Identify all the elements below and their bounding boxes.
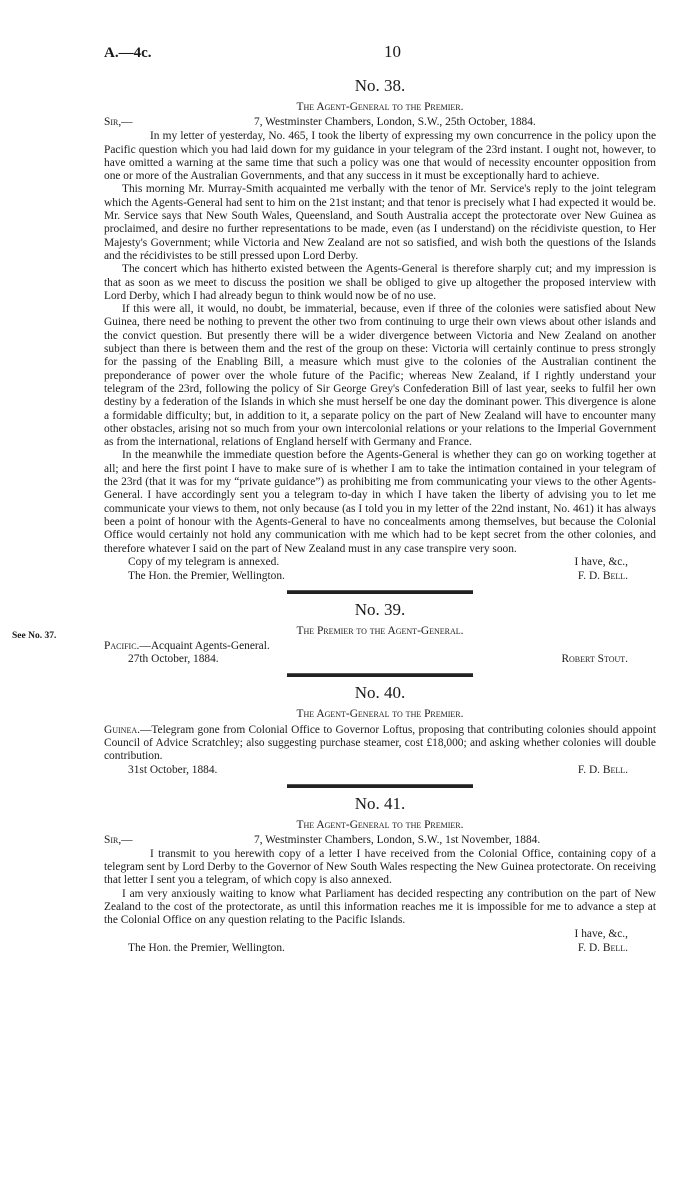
letter-number: No. 38. xyxy=(354,76,406,95)
letter-heading: The Premier to the Agent-General. xyxy=(296,624,464,637)
section-divider xyxy=(287,590,473,594)
telegram-date: 27th October, 1884. xyxy=(128,653,219,666)
closing-formula: I have, &c., xyxy=(574,927,628,940)
telegram-subject: Pacific. xyxy=(104,640,140,653)
margin-note: See No. 37. xyxy=(12,631,57,641)
salutation-line xyxy=(104,834,656,848)
letter-38 xyxy=(104,76,656,956)
closing-line xyxy=(104,653,656,667)
letter-41 xyxy=(104,794,656,956)
section-divider xyxy=(287,673,473,677)
letter-39 xyxy=(104,600,656,668)
page-number: 10 xyxy=(384,42,401,61)
paragraph: In the meanwhile the immediate question before the Agents-General is whether they can go on working together at all; and here the first point I have to make sure of is whether I am to take the intimation contained in your telegram of the 23rd (that it was for my “private guidance”) as prohibiting me from communicating your views to the other Agents-General. I have accordingly sent you a telegram to-day in which I have taken the liberty of advising you to let me communicate your views to them, not only because (as I told you in my letter of the 22nd instant, No. 461) it has always been a point of honour with the Agents-General to have no concealments among themselves, but because the Colonial Office would certainly not hold any communication with me which had to be kept secret from the other colonies, and therefore whatever I said on the part of New Zealand must in any case transpire very soon. xyxy=(104,449,656,555)
closing-formula: I have, &c., xyxy=(574,555,628,568)
letter-heading: The Agent-General to the Premier. xyxy=(296,708,464,721)
telegram-text xyxy=(104,724,656,764)
closing-note: Copy of my telegram is annexed. xyxy=(128,555,280,568)
letter-heading: The Agent-General to the Premier. xyxy=(296,101,464,113)
signature: F. D. Bell. xyxy=(577,941,628,954)
closing-line xyxy=(104,942,656,956)
paragraph: This morning Mr. Murray-Smith acquainted me verbally with the tenor of Mr. Service's reply to the joint telegram which the Agents-General had sent to him on the 21st instant; and that tenor is precisely what I had expected it would be. Mr. Service says that New South Wales, Queensland, and South Australia accept the protectorate over New Guinea as proclaimed, and desire no further representations to be made, even (as I understand) on the récidiviste question, to Her Majesty's Government; while Victoria and New Zealand are not so satisfied, and wish both the questions of the Islands and the récidivistes to be still pressed upon Lord Derby. xyxy=(104,183,656,262)
addressee: The Hon. the Premier, Wellington. xyxy=(128,569,285,582)
closing-line xyxy=(104,556,656,570)
letter-number: No. 40. xyxy=(354,683,406,703)
salutation-line xyxy=(104,116,656,130)
paragraph: If this were all, it would, no doubt, be immaterial, because, even if three of the colonies were satisfied about New Guinea, there need be nothing to prevent the other two from continuing to urge their own views about other islands and the convict question. But presently there will be a wider divergence between Victoria and New Zealand on another subject than there is between them and the rest of the group on these: Victoria will certainly continue to press strongly for the passing of the Enabling Bill, a measure which must give to the colonies of the Australian continent the preponderance of power over the whole future of the Pacific; whereas New Zealand, if I rightly understand your telegram of the 23rd, following the policy of Sir George Grey's Confederation Bill of last year, seeks to fulfil her own destiny by a federation of the Islands in which she must herself be one day the dominant power. This divergence is alone a formidable difficulty; but, in addition to it, a separate policy on the part of New Zealand will have to encounter many other obstacles, arising not so much from your own intercolonial relations or your relations to the Imperial Government as from the international, relations of England herself with Germany and France. xyxy=(104,303,656,449)
telegram-subject: Guinea. xyxy=(104,723,140,736)
letter-number: No. 39. xyxy=(354,599,406,619)
telegram-text xyxy=(104,640,656,653)
paragraph: I am very anxiously waiting to know what Parliament has decided respecting any contribution on the part of New Zealand to the cost of the protectorate, as until this information reaches me it is impossible for me to advance a step at the Colonial Office on any question relating to the Pacific Islands. xyxy=(104,887,656,927)
salutation: Sir,— xyxy=(104,833,133,846)
telegram-date: 31st October, 1884. xyxy=(128,763,218,776)
signature: Robert Stout. xyxy=(561,653,628,666)
section-divider xyxy=(287,784,473,788)
letter-number: No. 41. xyxy=(354,793,406,813)
signature: F. D. Bell. xyxy=(577,569,628,582)
document-reference: A.—4c. xyxy=(104,45,152,61)
letter-heading: The Agent-General to the Premier. xyxy=(296,818,464,831)
sender-address: 7, Westminster Chambers, London, S.W., 25th October, 1884. xyxy=(254,116,536,129)
letter-40 xyxy=(104,683,656,777)
addressee: The Hon. the Premier, Wellington. xyxy=(128,941,285,954)
paragraph: I transmit to you herewith copy of a letter I have received from the Colonial Office, containing copy of a telegram sent by Lord Derby to the Governor of New South Wales respecting the New Guinea protectorate. On receiving that letter I sent you a telegram, of which copy is also annexed. xyxy=(104,847,656,887)
paragraph: The concert which has hitherto existed between the Agents-General is therefore sharply cut; and my impression is that as soon as we meet to discuss the position we shall be obliged to give up altogether the proposed interview with Lord Derby, which I had already begun to think would now be of no use. xyxy=(104,263,656,302)
telegram-body: —Acquaint Agents-General. xyxy=(139,640,270,653)
closing-line xyxy=(104,764,656,778)
sender-address: 7, Westminster Chambers, London, S.W., 1st November, 1884. xyxy=(254,833,541,846)
telegram-body: —Telegram gone from Colonial Office to Governor Loftus, proposing that contributing colonies should appoint Council of Advice Scratchley; also suggesting purchase steamer, cost £18,000; and asking whether colonies will double contribution. xyxy=(104,723,656,763)
signature: F. D. Bell. xyxy=(577,763,628,776)
salutation: Sir,— xyxy=(104,116,133,129)
closing-line xyxy=(104,928,656,942)
paragraph: In my letter of yesterday, No. 465, I took the liberty of expressing my own concurrence in the policy upon the Pacific question which you had laid down for my guidance in your telegram of the 23rd instant. I ought not, however, to have omitted a warning at the same time that such a policy was one that would of necessity encounter opposition from one or more of the Australian Governments, and that any success in it must be exceptionally hard to achieve. xyxy=(104,130,656,183)
closing-line xyxy=(104,570,656,584)
